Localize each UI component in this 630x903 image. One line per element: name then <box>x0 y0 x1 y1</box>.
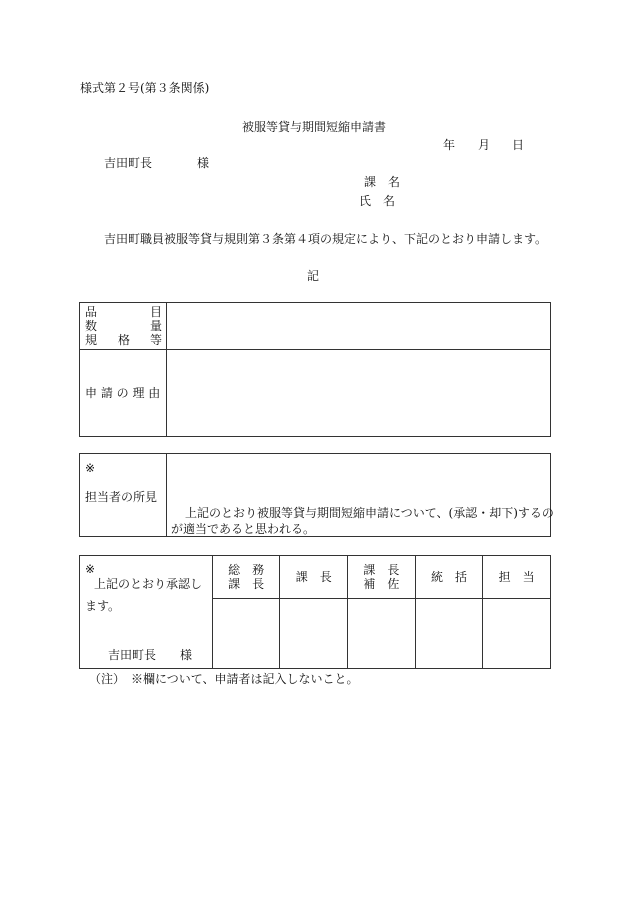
approval-cell <box>80 556 213 669</box>
findings-statement-1: 上記のとおり被服等貸与期間短縮申請について、(承認・却下)するの <box>185 506 554 520</box>
item-label-2: 目 <box>150 305 163 319</box>
findings-label: 担当者の所見 <box>85 490 158 504</box>
section-label: 課 名 <box>364 175 401 189</box>
qty-label-2: 量 <box>150 319 163 333</box>
date-day: 日 <box>512 138 525 152</box>
item-label-cell <box>80 303 167 350</box>
item-label-1: 品 <box>85 305 98 319</box>
header-supervisor-line1: 統 括 <box>431 569 468 584</box>
approval-mark: ※ <box>85 562 96 576</box>
header-staff <box>483 556 551 599</box>
reason-label: 申 請 の 理 由 <box>85 386 161 400</box>
header-general-affairs-line1: 総 務 <box>228 562 265 577</box>
findings-value-cell[interactable] <box>167 454 554 537</box>
stamp-staff[interactable] <box>483 599 551 669</box>
footnote: （注） ※欄について、申請者は記入しないこと。 <box>89 672 359 686</box>
header-general-affairs-chief <box>212 556 280 599</box>
header-section-chief <box>280 556 348 599</box>
header-section-chief-line1: 課 長 <box>295 569 332 584</box>
findings-statement-2: が適当であると思われる。 <box>171 522 316 536</box>
header-deputy-chief <box>348 556 416 599</box>
header-staff-line1: 担 当 <box>498 569 535 584</box>
findings-mark: ※ <box>85 461 96 475</box>
stamp-general-affairs-chief[interactable] <box>212 599 280 669</box>
spec-label-2: 格 <box>118 333 131 347</box>
approval-honorific: 様 <box>180 648 193 662</box>
header-supervisor <box>415 556 483 599</box>
reason-label-cell <box>80 350 167 437</box>
addressee-honorific: 様 <box>197 156 210 170</box>
date-year: 年 <box>443 138 456 152</box>
qty-label-1: 数 <box>85 319 98 333</box>
stamp-deputy-chief[interactable] <box>348 599 416 669</box>
stamp-supervisor[interactable] <box>415 599 483 669</box>
spec-label-1: 規 <box>85 333 98 347</box>
date-month: 月 <box>478 138 491 152</box>
stamp-section-chief[interactable] <box>280 599 348 669</box>
approval-line-1: 上記のとおり承認し <box>94 577 203 591</box>
form-id: 様式第２号(第３条関係) <box>80 81 210 95</box>
ki-mark: 記 <box>307 269 320 283</box>
approval-table <box>79 555 551 669</box>
name-label: 氏 名 <box>359 194 396 208</box>
header-deputy-chief-line2: 補 佐 <box>363 577 400 592</box>
spec-label-3: 等 <box>150 333 163 347</box>
header-general-affairs-line2: 課 長 <box>228 577 265 592</box>
header-deputy-chief-line1: 課 長 <box>363 562 400 577</box>
item-value-cell[interactable] <box>167 303 551 350</box>
reason-value-cell[interactable] <box>167 350 551 437</box>
body-text: 吉田町職員被服等貸与規則第３条第４項の規定により、下記のとおり申請します。 <box>104 232 548 246</box>
addressee-name: 吉田町長 <box>104 156 153 170</box>
item-table <box>79 302 551 437</box>
approval-line-2: ます。 <box>85 599 121 613</box>
findings-table <box>79 453 554 537</box>
approval-mayor: 吉田町長 <box>108 648 157 662</box>
document-title: 被服等貸与期間短縮申請書 <box>242 120 387 134</box>
findings-label-cell <box>80 454 167 537</box>
